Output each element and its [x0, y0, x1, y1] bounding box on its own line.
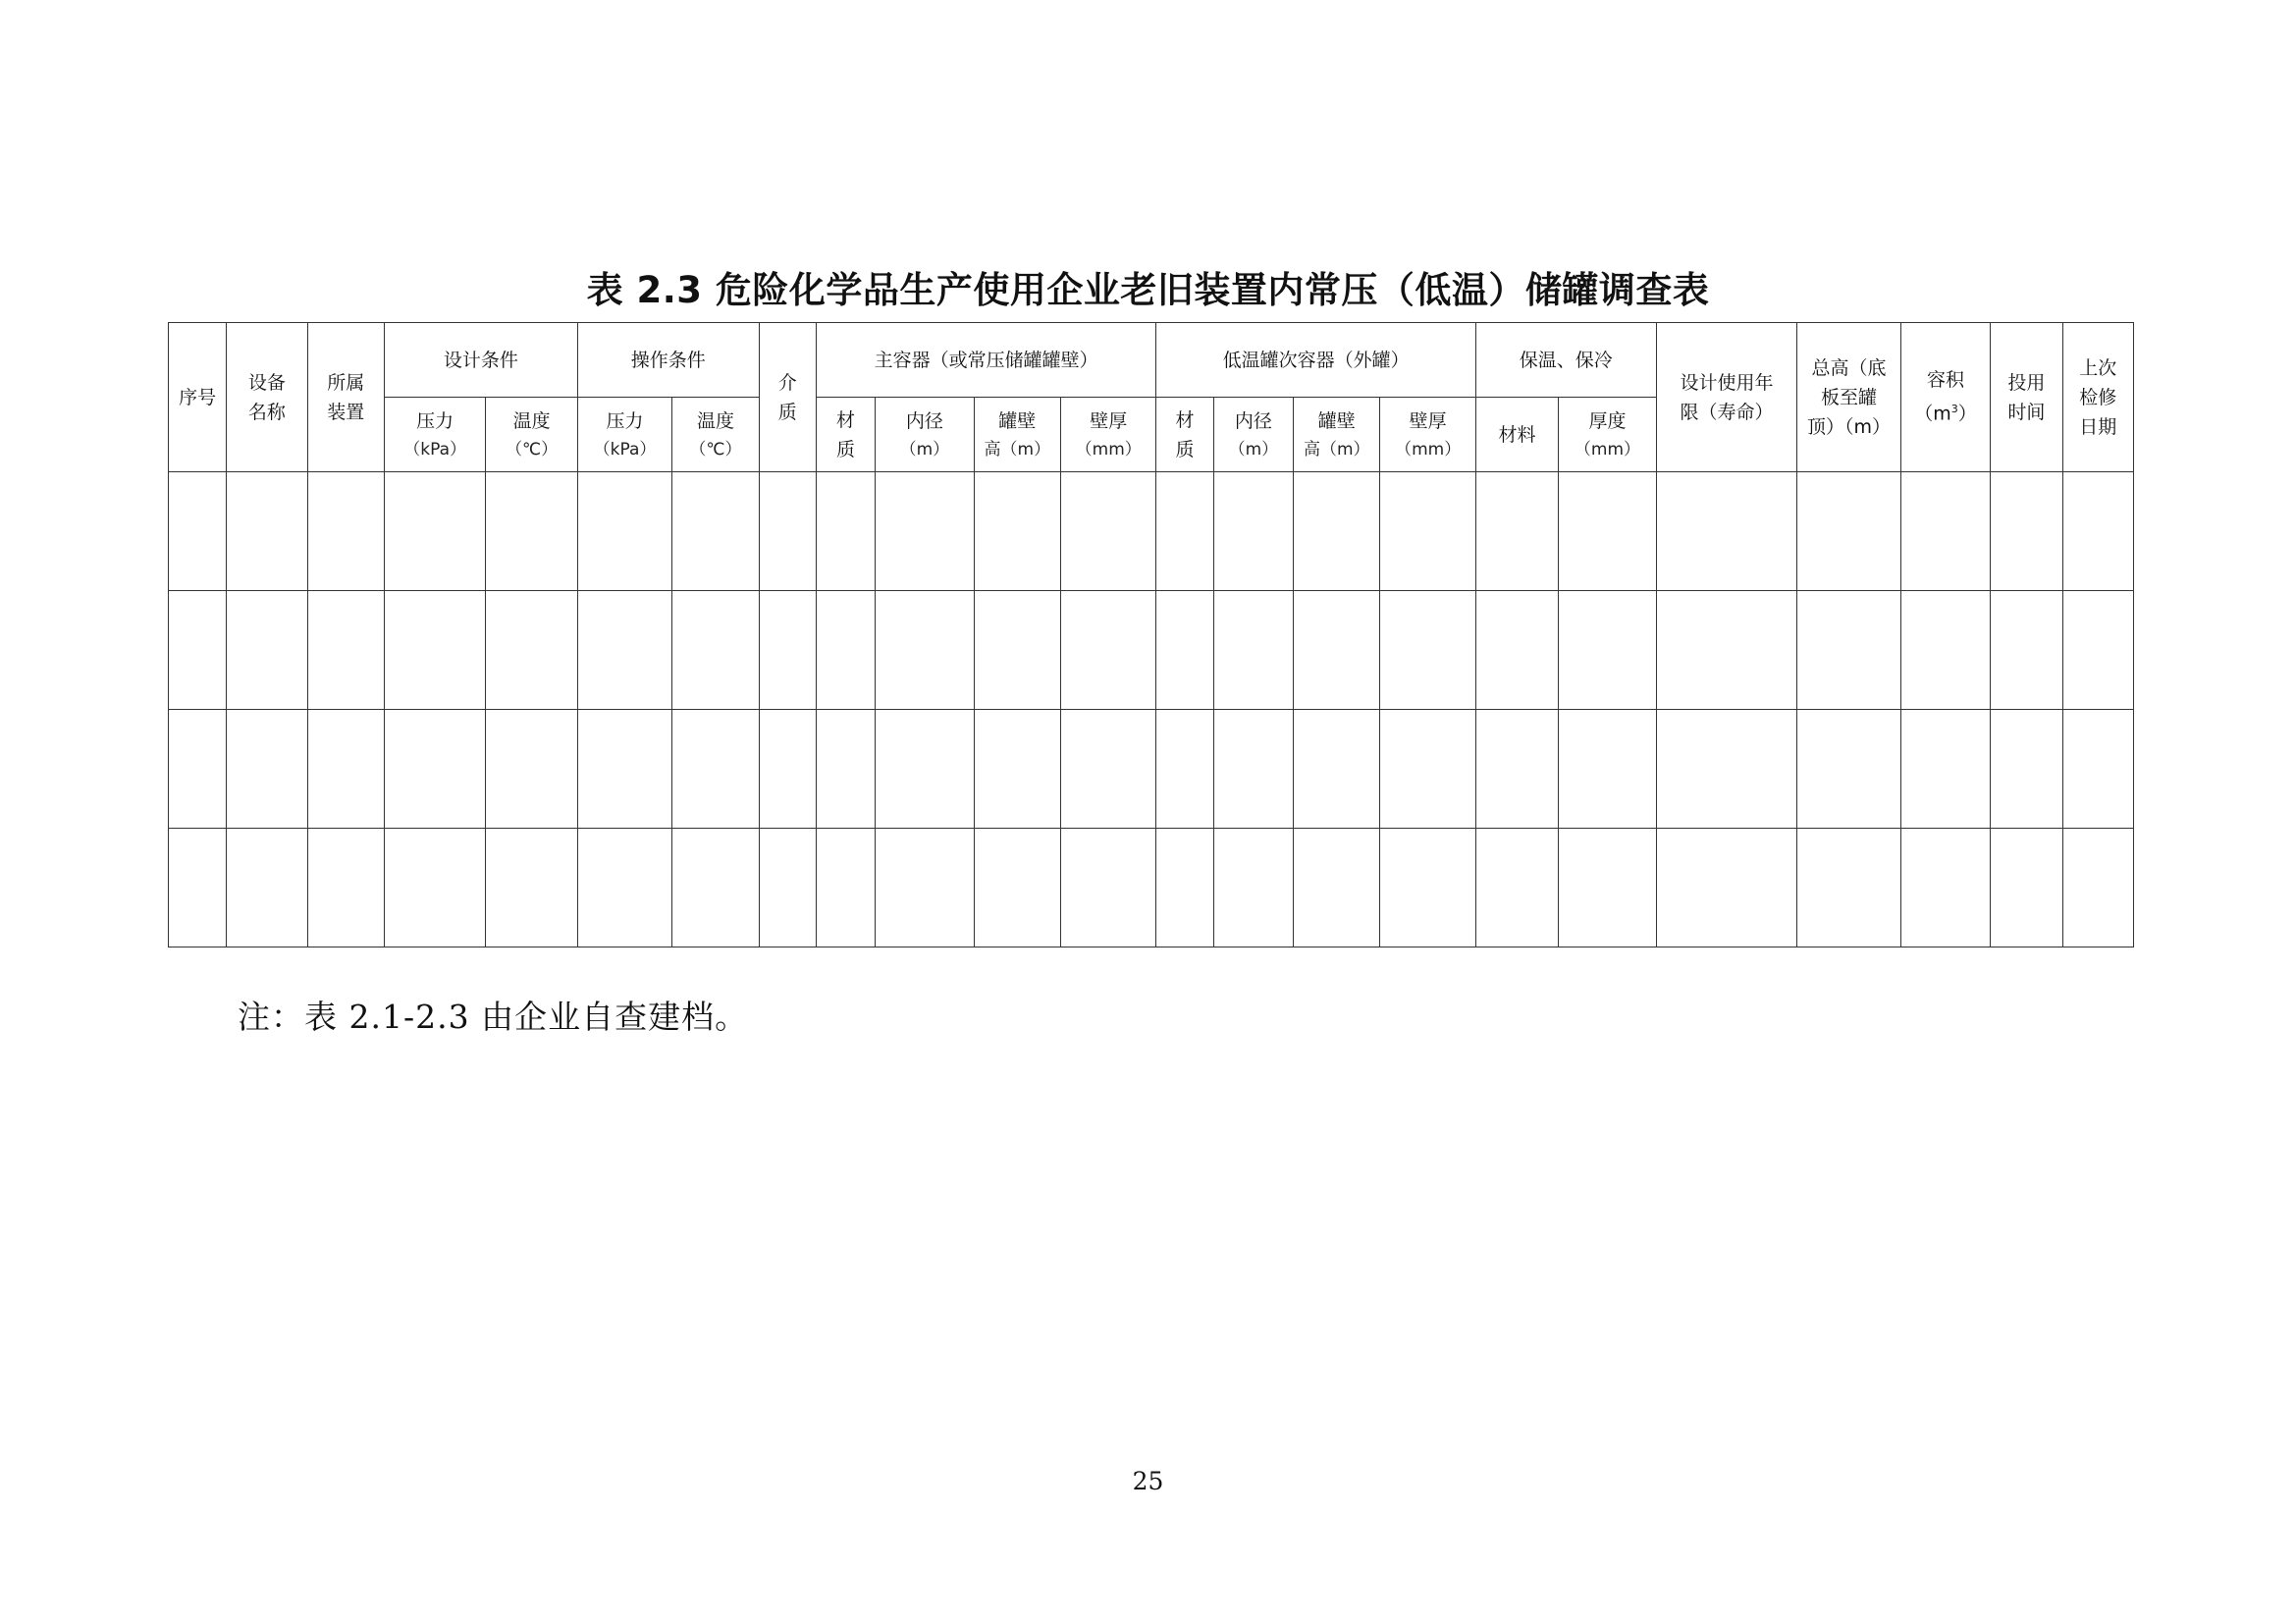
header-insulation: 保温、保冷: [1475, 323, 1656, 398]
table-cell[interactable]: [1061, 472, 1156, 591]
table-cell[interactable]: [1294, 591, 1380, 710]
table-cell[interactable]: [577, 829, 671, 947]
table-row: [169, 472, 2134, 591]
header-main-wall-height: [974, 398, 1060, 472]
table-cell[interactable]: [759, 710, 816, 829]
header-secondary-inner-diameter-unit: （m）: [1228, 439, 1279, 460]
table-cell[interactable]: [1294, 829, 1380, 947]
table-cell[interactable]: [1294, 472, 1380, 591]
header-row-1: [169, 323, 2134, 398]
table-cell[interactable]: [1797, 710, 1900, 829]
header-volume-unit-sup: 3: [1950, 403, 1958, 416]
header-secondary-wall-height-label: 罐壁: [1317, 409, 1356, 432]
table-cell[interactable]: [816, 591, 875, 710]
table-cell[interactable]: [1294, 710, 1380, 829]
header-commission-time-line-1: 投用: [2007, 371, 2046, 394]
table-cell[interactable]: [2062, 829, 2133, 947]
header-design-pressure-label: 压力: [416, 409, 454, 432]
table-cell[interactable]: [876, 710, 974, 829]
header-op-pressure-unit: （kPa）: [593, 439, 657, 460]
header-last-inspection: [2062, 323, 2133, 472]
table-cell[interactable]: [759, 829, 816, 947]
header-design-conditions: 设计条件: [384, 323, 577, 398]
table-cell[interactable]: [672, 591, 759, 710]
table-cell[interactable]: [759, 472, 816, 591]
table-cell[interactable]: [1656, 829, 1797, 947]
table-cell[interactable]: [1475, 472, 1558, 591]
header-total-height-line-1: 总高（底: [1811, 356, 1887, 379]
table-cell[interactable]: [307, 829, 384, 947]
table-cell[interactable]: [1061, 591, 1156, 710]
header-secondary-wall-height: [1294, 398, 1380, 472]
table-cell[interactable]: [876, 591, 974, 710]
table-title: 表 2.3 危险化学品生产使用企业老旧装置内常压（低温）储罐调查表: [586, 269, 1710, 311]
header-secondary-material-line-1: 材: [1175, 408, 1195, 431]
header-insulation-thickness: [1559, 398, 1656, 472]
header-main-wall-height-unit: 高（m）: [984, 439, 1051, 460]
header-equipment-name-line-2: 名称: [247, 401, 286, 423]
table-cell[interactable]: [1991, 591, 2062, 710]
table-cell[interactable]: [1475, 829, 1558, 947]
table-cell[interactable]: [1797, 829, 1900, 947]
header-secondary-wall-height-unit: 高（m）: [1303, 439, 1370, 460]
table-cell[interactable]: [1559, 472, 1656, 591]
table-cell[interactable]: [1797, 591, 1900, 710]
header-design-life-line-2: 限（寿命）: [1680, 401, 1774, 423]
table-cell[interactable]: [1991, 829, 2062, 947]
header-last-inspection-line-2: 检修: [2079, 386, 2117, 408]
table-cell[interactable]: [672, 472, 759, 591]
table-cell[interactable]: [1991, 472, 2062, 591]
table-cell[interactable]: [169, 710, 227, 829]
table-cell[interactable]: [1475, 591, 1558, 710]
header-total-height: [1797, 323, 1900, 472]
header-design-temperature-label: 温度: [512, 409, 551, 432]
table-cell[interactable]: [384, 591, 485, 710]
table-row: [169, 829, 2134, 947]
table-cell[interactable]: [2062, 710, 2133, 829]
header-commission-time: [1991, 323, 2062, 472]
header-secondary-wall-thickness: [1380, 398, 1475, 472]
header-medium: [759, 323, 816, 472]
header-last-inspection-line-3: 日期: [2079, 415, 2117, 438]
header-volume-unit: [1901, 395, 1990, 428]
header-secondary-inner-diameter-label: 内径: [1234, 409, 1272, 432]
table-cell[interactable]: [672, 710, 759, 829]
table-cell[interactable]: [974, 829, 1060, 947]
table-cell[interactable]: [1991, 710, 2062, 829]
page-number: 25: [1132, 1467, 1164, 1495]
header-volume-unit-pre: （m: [1914, 403, 1951, 425]
table-cell[interactable]: [1656, 591, 1797, 710]
header-equipment-name-line-1: 设备: [247, 371, 286, 394]
header-main-wall-thickness-label: 壁厚: [1090, 409, 1128, 432]
table-cell[interactable]: [307, 472, 384, 591]
header-op-temperature: [672, 398, 759, 472]
table-cell[interactable]: [1559, 829, 1656, 947]
table-cell[interactable]: [486, 472, 577, 591]
table-cell[interactable]: [1475, 710, 1558, 829]
header-op-pressure-label: 压力: [606, 409, 644, 432]
header-design-temperature-unit: （℃）: [506, 439, 559, 460]
header-seq: 序号: [169, 323, 227, 472]
header-secondary-inner-diameter: [1213, 398, 1293, 472]
table-cell[interactable]: [876, 472, 974, 591]
header-secondary-wall-thickness-label: 壁厚: [1409, 409, 1447, 432]
table-cell[interactable]: [2062, 472, 2133, 591]
header-main-inner-diameter-unit: （m）: [899, 439, 950, 460]
table-cell[interactable]: [384, 710, 485, 829]
table-cell[interactable]: [1900, 710, 1990, 829]
table-cell[interactable]: [384, 829, 485, 947]
table-cell[interactable]: [486, 829, 577, 947]
table-cell[interactable]: [1156, 710, 1213, 829]
table-cell[interactable]: [974, 472, 1060, 591]
header-low-temp-secondary-vessel: 低温罐次容器（外罐）: [1156, 323, 1475, 398]
header-total-height-line-2: 板至罐: [1821, 386, 1878, 408]
table-cell[interactable]: [1656, 472, 1797, 591]
table-cell[interactable]: [307, 710, 384, 829]
header-commission-time-line-2: 时间: [2007, 401, 2046, 423]
header-secondary-material: [1156, 398, 1213, 472]
header-secondary-wall-thickness-unit: （mm）: [1395, 439, 1462, 460]
table-cell[interactable]: [759, 591, 816, 710]
table-note: 注：表 2.1-2.3 由企业自查建档。: [238, 998, 749, 1036]
header-main-wall-height-label: 罐壁: [998, 409, 1037, 432]
header-op-temperature-label: 温度: [696, 409, 734, 432]
header-unit-belong-line-1: 所属: [327, 371, 365, 394]
table-cell[interactable]: [1900, 591, 1990, 710]
table-cell[interactable]: [486, 591, 577, 710]
table-cell[interactable]: [1213, 710, 1293, 829]
header-main-material-line-1: 材: [836, 408, 856, 431]
header-design-life: [1656, 323, 1797, 472]
header-volume-label: 容积: [1926, 369, 1964, 392]
table-cell[interactable]: [577, 472, 671, 591]
header-last-inspection-line-1: 上次: [2079, 356, 2117, 379]
header-main-inner-diameter: [876, 398, 974, 472]
table-cell[interactable]: [1156, 472, 1213, 591]
header-main-wall-thickness-unit: （mm）: [1075, 439, 1142, 460]
table-cell[interactable]: [169, 472, 227, 591]
header-design-pressure: [384, 398, 485, 472]
header-medium-line-1: 介: [777, 371, 797, 394]
storage-tank-survey-table: [168, 322, 2134, 947]
header-main-material: [816, 398, 875, 472]
table-cell[interactable]: [1156, 829, 1213, 947]
table-cell[interactable]: [1213, 591, 1293, 710]
table-cell[interactable]: [1213, 829, 1293, 947]
table-cell[interactable]: [227, 591, 307, 710]
table-cell[interactable]: [1380, 829, 1475, 947]
table-cell[interactable]: [2062, 591, 2133, 710]
table-row: [169, 591, 2134, 710]
table-cell[interactable]: [227, 710, 307, 829]
table-cell[interactable]: [486, 710, 577, 829]
table-cell[interactable]: [1559, 591, 1656, 710]
header-design-life-line-1: 设计使用年: [1680, 371, 1774, 394]
header-insulation-material: 材料: [1475, 398, 1558, 472]
header-insulation-thickness-label: 厚度: [1588, 409, 1627, 432]
table-cell[interactable]: [1900, 829, 1990, 947]
table-cell[interactable]: [1656, 710, 1797, 829]
table-cell[interactable]: [974, 710, 1060, 829]
header-volume-unit-post: ）: [1957, 403, 1977, 425]
table-cell[interactable]: [307, 591, 384, 710]
header-volume: [1900, 323, 1990, 472]
table-cell[interactable]: [816, 829, 875, 947]
header-main-material-line-2: 质: [836, 438, 856, 460]
table-cell[interactable]: [227, 472, 307, 591]
table-cell[interactable]: [816, 710, 875, 829]
header-operating-conditions: 操作条件: [577, 323, 759, 398]
header-design-pressure-unit: （kPa）: [403, 439, 467, 460]
table-cell[interactable]: [1380, 710, 1475, 829]
table-cell[interactable]: [1213, 472, 1293, 591]
table-cell[interactable]: [816, 472, 875, 591]
header-unit-belong: [307, 323, 384, 472]
table-cell[interactable]: [169, 591, 227, 710]
header-equipment-name: [227, 323, 307, 472]
header-design-temperature: [486, 398, 577, 472]
table-cell[interactable]: [577, 710, 671, 829]
header-main-inner-diameter-label: 内径: [905, 409, 943, 432]
header-insulation-thickness-unit: （mm）: [1574, 439, 1641, 460]
table-cell[interactable]: [1380, 591, 1475, 710]
header-secondary-material-line-2: 质: [1175, 438, 1195, 460]
table-cell[interactable]: [974, 591, 1060, 710]
table-cell[interactable]: [577, 591, 671, 710]
table-cell[interactable]: [227, 829, 307, 947]
header-total-height-line-3: 顶）（m）: [1807, 415, 1892, 438]
table-cell[interactable]: [1900, 472, 1990, 591]
header-op-pressure: [577, 398, 671, 472]
table-cell[interactable]: [1061, 710, 1156, 829]
table-cell[interactable]: [169, 829, 227, 947]
table-row: [169, 710, 2134, 829]
table-cell[interactable]: [384, 472, 485, 591]
header-op-temperature-unit: （℃）: [689, 439, 742, 460]
header-medium-line-2: 质: [777, 401, 797, 423]
table-cell[interactable]: [1797, 472, 1900, 591]
table-cell[interactable]: [876, 829, 974, 947]
header-main-wall-thickness: [1061, 398, 1156, 472]
table-cell[interactable]: [1061, 829, 1156, 947]
table-cell[interactable]: [1380, 472, 1475, 591]
table-cell[interactable]: [672, 829, 759, 947]
header-main-vessel: 主容器（或常压储罐罐壁）: [816, 323, 1156, 398]
header-unit-belong-line-2: 装置: [327, 401, 365, 423]
table-cell[interactable]: [1559, 710, 1656, 829]
table-cell[interactable]: [1156, 591, 1213, 710]
